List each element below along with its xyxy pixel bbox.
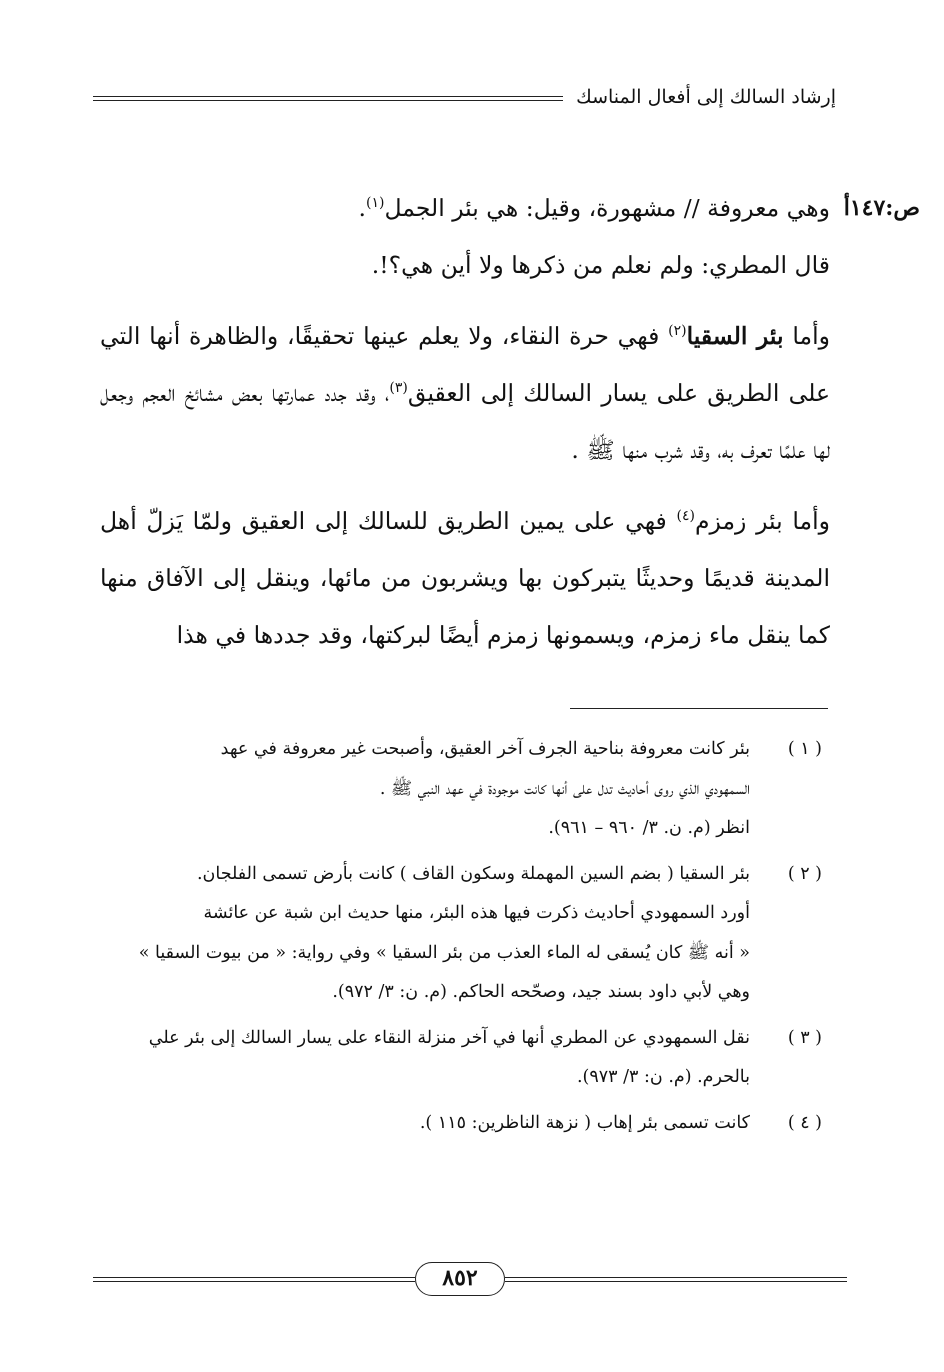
footnote-line: السمهودي الذي روى أحاديث تدل على أنها كانت موجودة في عهد النبي ﷺ . [379, 778, 750, 799]
paragraph-3 [100, 308, 830, 479]
manuscript-page-ref: ص:١٤٧أ [843, 195, 920, 221]
footnote-line: « أنه ﷺ كان يُسقى له الماء العذب من بئر السقيا » وفي رواية: « من بيوت السقيا » [138, 942, 750, 963]
footnotes [92, 730, 822, 1149]
p1-tail: . [358, 194, 367, 222]
footnote-line: بالحرم. (م. ن: ٣/ ٩٧٣). [576, 1067, 750, 1087]
p4-lead: وأما بئر زمزم [694, 507, 830, 535]
main-text [100, 180, 920, 664]
footnote-line: انظر (م. ن. ٣/ ٩٦٠ – ٩٦١). [548, 818, 750, 838]
footnote-2 [92, 855, 822, 1013]
footer-rule-left [93, 1277, 415, 1282]
footnote-1 [92, 730, 822, 849]
page-number: ٨٥٢ [415, 1262, 505, 1296]
header-rule [93, 96, 563, 101]
paragraph-2 [100, 237, 830, 294]
footnote-line: بئر السقيا ( بضم السين المهملة وسكون القاف ) كانت بأرض تسمى الفلجان. [196, 863, 750, 884]
footnote-number: ( ١ ) [787, 739, 822, 759]
footnote-number: ( ٤ ) [787, 1112, 822, 1133]
p4-text: فهي على يمين الطريق للسالك إلى العقيق ولمّا يَزلّ أهل المدينة قديمًا وحديثًا يتبركون بها ويشربون من مائها، وينقل إلى الآفاق منها كما ينقل ماء زمزم، ويسمونها زمزم أيضًا لبركتها، وقد جددها في هذا [100, 507, 830, 649]
footnote-ref-1[interactable]: (١) [366, 195, 385, 212]
p3-text-b: ، وقد جدد عمارتها بعض مشائخ العجم وجعل لها علمًا تعرف به، وقد شرب منها ﷺ . [100, 379, 830, 464]
p3-bold-term: بئر السقيا [686, 322, 784, 350]
footnote-divider [570, 708, 828, 709]
footnote-number: ( ٢ ) [787, 863, 822, 884]
paragraph-1 [100, 180, 830, 237]
footnote-line: نقل السمهودي عن المطري أنها في آخر منزلة النقاء على يسار السالك إلى بئر علي [148, 1027, 750, 1048]
p3-text-a: فهي حرة النقاء، ولا يعلم عينها تحقيقًا، والظاهرة أنها التي على الطريق على يسار السالك إلى العقيق [100, 322, 831, 407]
footnote-line: كانت تسمى بئر إهاب ( نزهة الناظرين: ١١٥ ). [419, 1112, 750, 1133]
footnote-ref-4[interactable]: (٤) [676, 508, 695, 525]
footnote-4 [92, 1104, 822, 1144]
p3-lead: وأما [792, 322, 830, 350]
running-header-title: إرشاد السالك إلى أفعال المناسك [576, 86, 836, 108]
footnote-ref-2[interactable]: (٢) [668, 323, 687, 340]
footnote-line: أورد السمهودي أحاديث ذكرت فيها هذه البئر، منها حديث ابن شبة عن عائشة [203, 903, 750, 923]
footnote-line: بئر كانت معروفة بناحية الجرف آخر العقيق، وأصبحت غير معروفة في عهد [220, 739, 750, 759]
footnote-3 [92, 1019, 822, 1098]
footnote-number: ( ٣ ) [787, 1027, 822, 1048]
footnote-ref-3[interactable]: (٣) [389, 380, 408, 397]
footnote-line: وهي لأبي داود بسند جيد، وصحّحه الحاكم. (م. ن: ٣/ ٩٧٢). [332, 982, 750, 1002]
p2-text: قال المطري: ولم نعلم من ذكرها ولا أين هي؟!. [371, 251, 830, 279]
paragraph-4 [100, 493, 830, 664]
p1-text: وهي معروفة // مشهورة، وقيل: هي بئر الجمل [384, 194, 830, 222]
footer-rule-right [505, 1277, 847, 1282]
